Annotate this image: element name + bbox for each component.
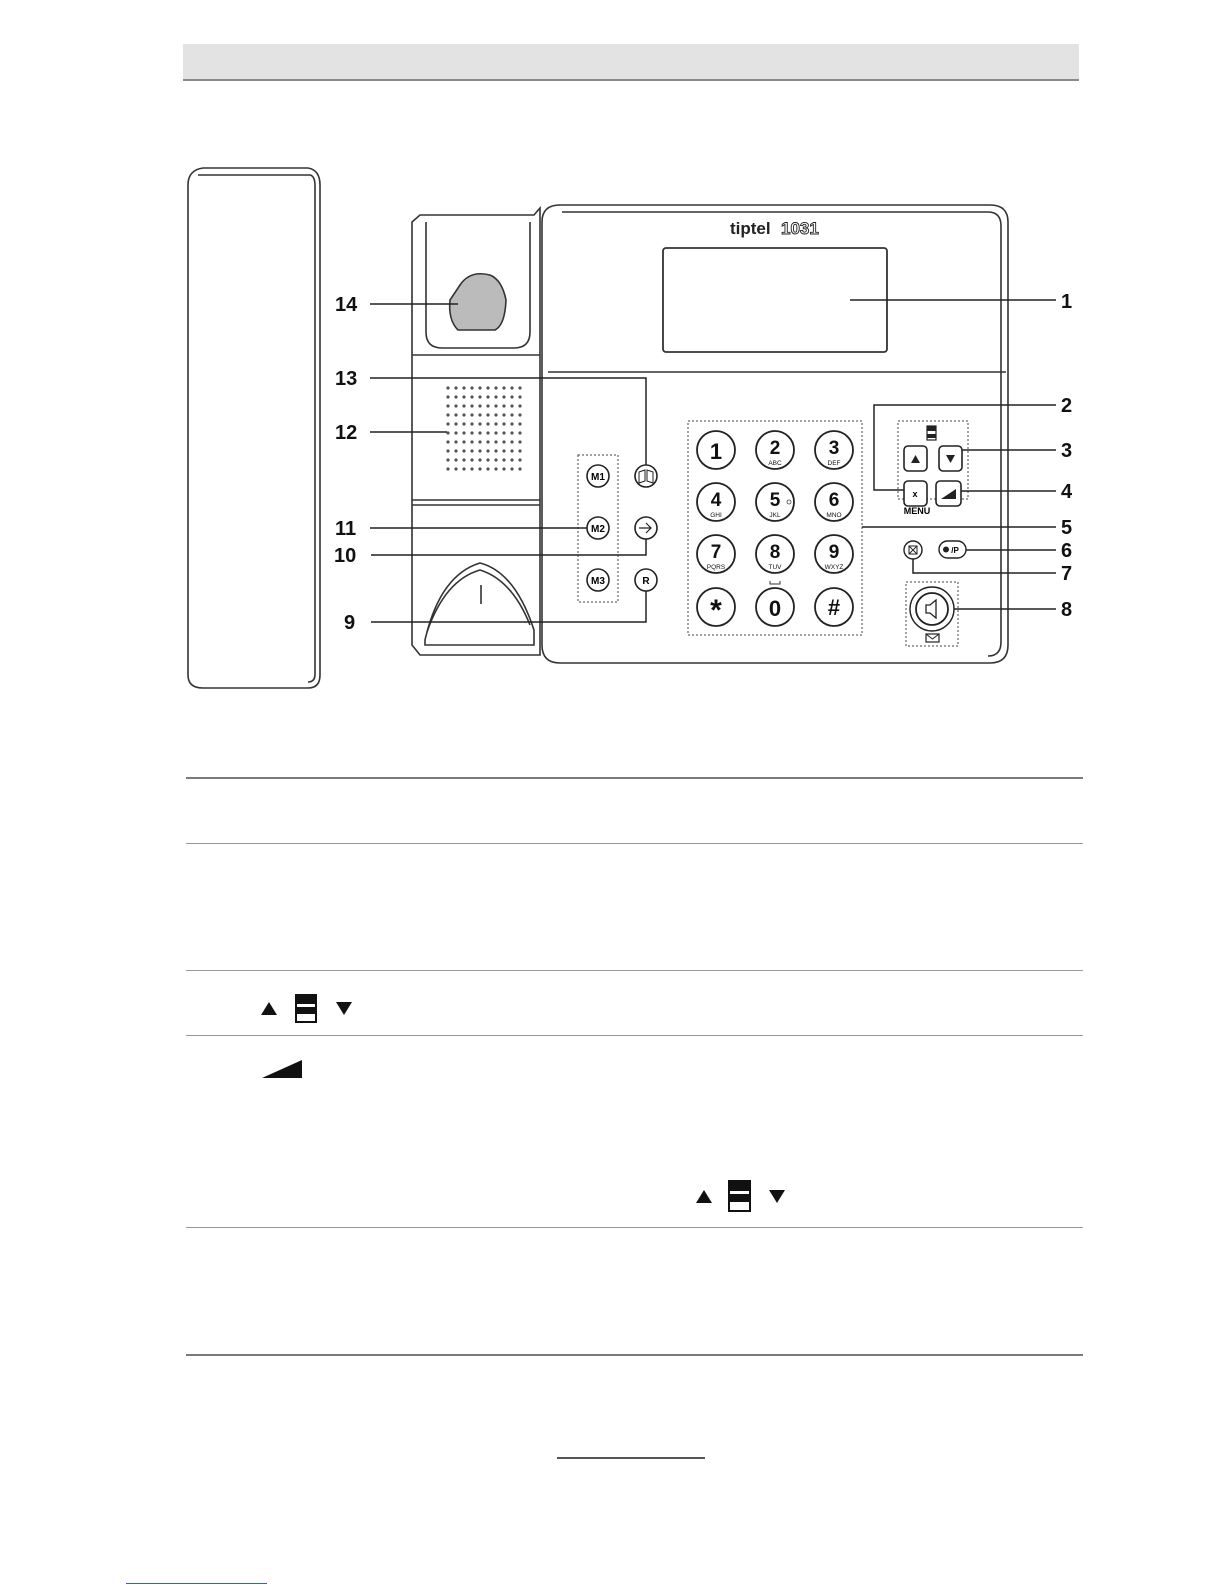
key-letters: ABC: [768, 460, 782, 467]
down-arrow-icon: [769, 1190, 785, 1203]
volume-icon: [262, 1060, 302, 1078]
up-arrow-icon: [261, 1002, 277, 1015]
callout-5: 5: [1061, 517, 1073, 539]
recall-key-label: R: [642, 576, 650, 587]
memory-key-m1-label: M1: [591, 472, 605, 483]
menu-caption: MENU: [903, 506, 931, 516]
key-digit: 1: [709, 439, 723, 464]
key-digit: 9: [828, 542, 840, 563]
key-digit: 7: [710, 542, 722, 563]
callout-1: 1: [1061, 291, 1073, 313]
model-label: 1031: [781, 219, 819, 238]
function-keys: [635, 465, 657, 591]
callout-10: 10: [334, 545, 357, 567]
speaker-button[interactable]: [916, 593, 948, 625]
brand-label: tiptel: [730, 219, 771, 238]
callout-11: 11: [335, 518, 357, 540]
navigation-symbols: [258, 994, 358, 1024]
table-rule-top: [186, 777, 1083, 779]
callout-4: 4: [1061, 481, 1073, 503]
key-letters: DEF: [827, 460, 841, 467]
key-letters: TUV: [768, 564, 782, 571]
table-rule: [186, 970, 1083, 971]
navigation-symbols-inline: [693, 1178, 793, 1214]
callout-7: 7: [1061, 563, 1073, 585]
memory-key-m2-label: M2: [591, 524, 605, 535]
key-digit: 6: [828, 490, 840, 511]
bottom-link-underline[interactable]: [126, 1583, 267, 1584]
key-digit: 8: [769, 542, 781, 563]
volume-symbol: [262, 1059, 304, 1079]
key-digit: 0: [768, 596, 782, 621]
key-digit: 4: [710, 490, 722, 511]
redial-pause-label: /P: [951, 546, 959, 555]
volume-button[interactable]: [936, 481, 961, 506]
menu-key-label: x: [912, 489, 918, 499]
handset: [188, 168, 320, 688]
down-arrow-icon: [336, 1002, 352, 1015]
phonebook-button[interactable]: [635, 465, 657, 487]
key-letters: MNO: [826, 512, 842, 519]
key-letters: PQRS: [706, 564, 726, 571]
key-digit: *: [710, 594, 722, 627]
up-arrow-icon: [696, 1190, 712, 1203]
key-digit: 5: [769, 490, 781, 511]
callout-12: 12: [335, 422, 358, 444]
space-icon: [770, 581, 780, 584]
memory-key-m3-label: M3: [591, 576, 605, 587]
table-rule: [186, 1035, 1083, 1036]
callout-3: 3: [1061, 440, 1073, 462]
key-digit: #: [827, 595, 841, 620]
memory-keys: [587, 465, 609, 591]
key-letters: GHI: [710, 512, 722, 519]
table-rule: [186, 1227, 1083, 1228]
callout-2: 2: [1061, 395, 1073, 417]
speaker-grille: [446, 386, 521, 470]
key-letters: JKL: [769, 512, 781, 519]
callout-13: 13: [335, 368, 358, 390]
callout-9: 9: [344, 612, 356, 634]
table-rule-bottom: [186, 1354, 1083, 1356]
callout-14: 14: [335, 294, 358, 316]
callout-6: 6: [1061, 540, 1073, 562]
callout-8: 8: [1061, 599, 1073, 621]
key-digit: 2: [769, 438, 781, 459]
footer-rule: [557, 1457, 705, 1459]
key-letters: WXYZ: [824, 564, 844, 571]
key-digit: 3: [828, 438, 840, 459]
table-rule: [186, 843, 1083, 844]
redial-icon: [943, 547, 949, 553]
